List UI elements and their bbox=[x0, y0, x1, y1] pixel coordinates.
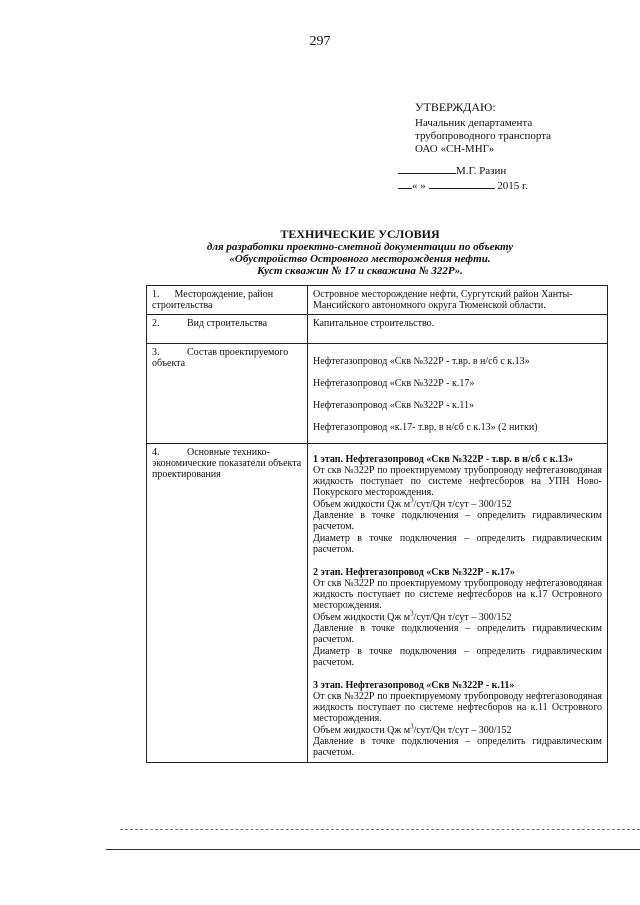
row-label-cell bbox=[147, 344, 308, 444]
table-row bbox=[147, 315, 608, 344]
stage-title: 3 этап. Нефтегазопровод «Скв №322Р - к.11» bbox=[313, 680, 515, 691]
approval-line: трубопроводного транспорта bbox=[415, 130, 552, 142]
component-item: Нефтегазопровод «Скв №322Р - к.11» bbox=[313, 400, 474, 411]
stage-volume: Объем жидкости Qж $м^3/сут/Qн$ т/сут – 300/152 bbox=[313, 496, 512, 510]
row-label-cell bbox=[147, 444, 308, 763]
scan-divider bbox=[120, 829, 640, 830]
stage-title: 2 этап. Нефтегазопровод «Скв №322Р - к.17» bbox=[313, 567, 515, 578]
row-value-cell bbox=[308, 344, 608, 444]
row-value: Капитальное строительство. bbox=[313, 318, 435, 329]
component-item: Нефтегазопровод «Скв №322Р - к.17» bbox=[313, 378, 475, 389]
title-main: ТЕХНИЧЕСКИЕ УСЛОВИЯ bbox=[280, 227, 440, 241]
signature-block bbox=[398, 163, 528, 193]
title-object: «Обустройство Островного месторождения нефти. bbox=[229, 253, 491, 265]
document-title bbox=[160, 228, 560, 277]
signature-line bbox=[398, 163, 456, 174]
approval-year: 2015 г. bbox=[497, 180, 529, 192]
row-label: Месторождение, район строительства bbox=[152, 289, 274, 311]
row-label-cell bbox=[147, 315, 308, 344]
page-number: 297 bbox=[309, 34, 331, 49]
approval-heading: УТВЕРЖДАЮ: bbox=[415, 100, 496, 114]
title-subtitle: для разработки проектно-сметной документации по объекту bbox=[206, 241, 514, 253]
stage-diameter: Диаметр в точке подключения – определить гидравлическим расчетом. bbox=[313, 646, 602, 668]
row-value: Островное месторождение нефти, Сургутский район Ханты-Мансийского автономного округа Тюменской области. bbox=[313, 289, 573, 311]
day-quote-open: « bbox=[412, 180, 418, 192]
stage-pressure: Давление в точке подключения – определить гидравлическим расчетом. bbox=[313, 736, 602, 758]
row-value-cell bbox=[308, 315, 608, 344]
component-item: Нефтегазопровод «к.17- т.вр. в н/сб с к.13» (2 нитки) bbox=[313, 422, 538, 433]
day-line bbox=[398, 178, 412, 189]
approval-line: Начальник департамента bbox=[415, 117, 533, 129]
approval-line: ОАО «СН-МНГ» bbox=[415, 143, 495, 155]
scan-divider bbox=[106, 849, 640, 850]
table-row bbox=[147, 286, 608, 315]
month-line bbox=[429, 178, 495, 189]
row-number: 4. bbox=[152, 447, 160, 458]
stage-pressure: Давление в точке подключения – определить гидравлическим расчетом. bbox=[313, 510, 602, 532]
row-number: 1. bbox=[152, 289, 160, 300]
signer-name: М.Г. Разин bbox=[456, 165, 507, 177]
stage-flow: От скв №322Р по проектируемому трубопроводу нефтегазоводяная жидкость поступает по системе нефтесборов на УПН Ново-Покурского месторождения. bbox=[313, 465, 602, 498]
stage-block bbox=[313, 680, 602, 758]
row-label: Вид строительства bbox=[187, 318, 268, 329]
stage-flow: От скв №322Р по проектируемому трубопроводу нефтегазоводяная жидкость поступает по системе нефтесборов на к.17 Островного месторождения. bbox=[313, 578, 602, 611]
stage-block bbox=[313, 454, 602, 555]
day-quote-close: » bbox=[420, 180, 426, 192]
approval-block bbox=[415, 101, 551, 156]
row-label-cell bbox=[147, 286, 308, 315]
row-value-cell bbox=[308, 444, 608, 763]
stage-pressure: Давление в точке подключения – определить гидравлическим расчетом. bbox=[313, 623, 602, 645]
row-value-cell bbox=[308, 286, 608, 315]
title-object-line2: Куст скважин № 17 и скважина № 322Р». bbox=[257, 265, 463, 277]
stage-block bbox=[313, 567, 602, 668]
specifications-table bbox=[146, 285, 608, 763]
component-item: Нефтегазопровод «Скв №322Р - т.вр. в н/сб с к.13» bbox=[313, 356, 530, 367]
stage-diameter: Диаметр в точке подключения – определить гидравлическим расчетом. bbox=[313, 533, 602, 555]
stage-volume: Объем жидкости Qж $м^3/сут/Qн$ т/сут – 300/152 bbox=[313, 609, 512, 623]
row-label: Основные технико-экономические показатели объекта проектирования bbox=[152, 447, 302, 480]
row-number: 2. bbox=[152, 318, 160, 329]
stage-volume: Объем жидкости Qж $м^3/сут/Qн$ т/сут – 300/152 bbox=[313, 722, 512, 736]
table-row bbox=[147, 344, 608, 444]
row-number: 3. bbox=[152, 347, 160, 358]
table-row bbox=[147, 444, 608, 763]
row-label: Состав проектируемого объекта bbox=[152, 347, 289, 369]
stage-title: 1 этап. Нефтегазопровод «Скв №322Р - т.вр. в н/сб с к.13» bbox=[313, 454, 573, 465]
stage-flow: От скв №322Р по проектируемому трубопроводу нефтегазоводяная жидкость поступает по системе нефтесборов на к.11 Островного месторождения. bbox=[313, 691, 602, 724]
